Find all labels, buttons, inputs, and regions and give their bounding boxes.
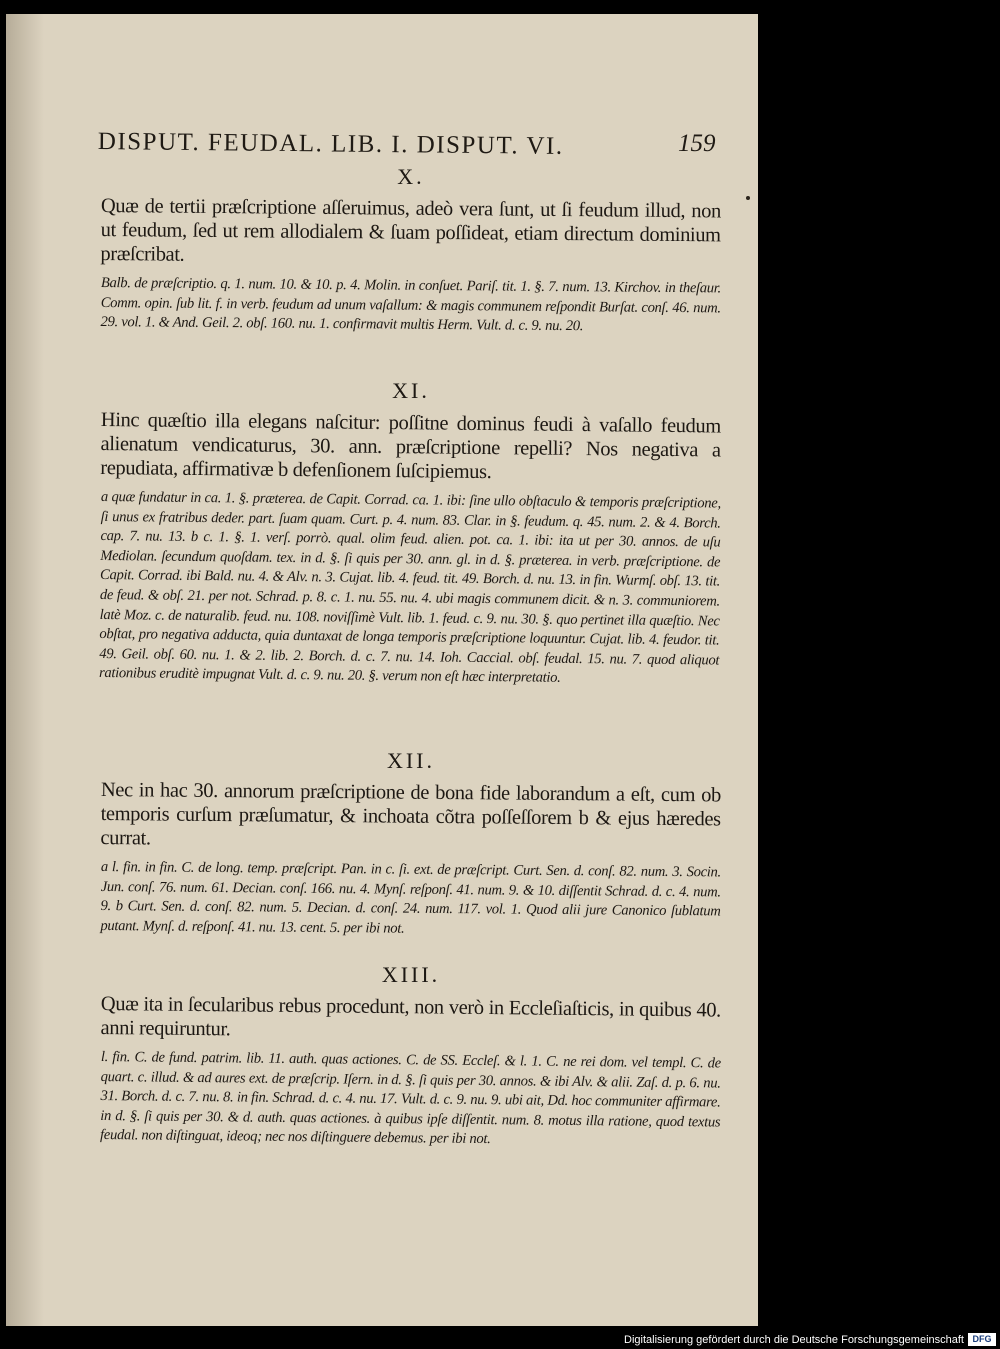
section-notes: a quæ fundatur in ca. 1. §. præterea. de Capit. Corrad. ca. 1. ibi: ſine ullo obſtaculo & temporis præſcriptione, ſi unus ex fratribus deder. part. ſuam quam. Curt. p. 4. num. 83. Clar. in §. feudum. q. 45. num. 2. & 4. Borch. cap. 7. nu. 13. b c. 1. §. 1. verſ. porrò. qual. olim feud. alien. pot. ca. 1. ibi: ita ut per 30. annos. de uſu Mediolan. ſecundum quoſdam. tex. in d. §. ſi quis per 30. ann. gl. in d. §. præterea. in verb. præſcriptione. de Capit. Corrad. ibi Bald. nu. 4. & Alv. n. 3. Cujat. lib. 4. feud. tit. 49. Borch. d. nu. 13. in fin. Wurmſ. obſ. 13. tit. de feud. & obſ. 21. per not. Schrad. p. 8. c. 1. nu. 55. nu. 4. ubi magis communem dicit. & n. 3. communiorem. latè Moz. c. de naturalib. feud. nu. 108. noviſſimè Vult. lib. 1. feud. c. 9. nu. 30. §. quo pertinet illa quæſtio. Nec obſtat, pro negativa adducta, quia duntaxat de longa temporis præſcriptione loquuntur. Cujat. lib. 4. feudor. tit. 49. Geil. obſ. 60. nu. 1. & 2. lib. 2. Borch. d. c. 7. nu. 14. Ioh. Caccial. obſ. feudal. 15. nu. 7. quod aliquot rationibus eruditè impugnat Vult. d. c. 9. nu. 20. §. verum non eſt hæc interpretatio. [98, 488, 721, 687]
dfg-logo-icon: DFG [968, 1333, 996, 1346]
section-xi [98, 378, 721, 687]
page-number: 159 [678, 130, 716, 157]
digitization-credit: Digitalisierung gefördert durch die Deutsche Forschungsgemeinschaft [624, 1334, 964, 1346]
section-notes: Balb. de præſcriptio. q. 1. num. 10. & 10. p. 4. Molin. in conſuet. Pariſ. tit. 1. §. 7. num. 13. Kirchov. in theſaur. Comm. opin. ſub lit. f. in verb. feudum ad unum vaſallum: & magis communem reſpondit Burſat. conſ. 46. num. 29. vol. 1. & And. Geil. 2. obſ. 160. nu. 1. confirmavit multis Herm. Vult. d. c. 9. nu. 20. [100, 274, 721, 335]
running-head: DISPUT. FEUDAL. LIB. I. DISPUT. VI. [97, 128, 564, 160]
section-xii [101, 748, 721, 936]
section-notes: l. fin. C. de fund. patrim. lib. 11. auth. quas actiones. C. de SS. Eccleſ. & l. 1. C. ne rei dom. vel templ. C. de quart. c. illud. & ad aures ext. de præſcrip. Iſern. in d. §. ſi quis per 30. annos. & ibi Alv. & alii. Zaſ. d. p. 6. nu. 31. Borch. d. c. 7. nu. 8. in fin. Schrad. d. c. 4. nu. 17. Vult. d. c. 9. nu. 9. ubi ait, Dd. hoc communiter affirmare. in d. §. ſi quis per 30. & d. auth. quas actiones. à quibus ipſe diſſentit. num. 8. motus illa ratione, quod textus feudal. non diſtinguat, ideoq; nec nos diſtinguere debemus. per ibi not. [100, 1049, 721, 1148]
section-number: XII. [386, 748, 436, 773]
ink-speck [746, 196, 750, 200]
section-number: X. [397, 164, 425, 189]
section-text: Quæ ita in ſecularibus rebus procedunt, non verò in Eccleſiaſticis, in quibus 40. anni requiruntur. [100, 992, 721, 1041]
section-number: XI. [392, 378, 430, 403]
section-text: Quæ de tertii præſcriptione aſſeruimus, adeò vera ſunt, ut ſi feudum illud, non ut feudum, ſed ut rem allodialem & ſuam poſſideat, etiam directum dominium præſcribat. [100, 194, 721, 266]
section-xiii [101, 962, 721, 1146]
section-notes: a l. fin. in fin. C. de long. temp. præſcript. Pan. in c. ſi. ext. de præſcript. Curt. Sen. d. conſ. 82. num. 3. Socin. Jun. conſ. 76. num. 61. Decian. conſ. 166. nu. 4. Mynſ. reſponſ. 41. num. 9. & 10. diſſentit Schrad. d. c. 4. num. 9. b Curt. Sen. d. conſ. 82. num. 5. Decian. d. conſ. 24. num. 117. vol. 1. Quod alii jure Canonico ſublatum putant. Mynſ. d. reſponſ. 41. nu. 13. cent. 5. per ibi not. [100, 858, 721, 937]
section-number: XIII. [381, 962, 441, 987]
section-x [101, 164, 721, 333]
section-text: Nec in hac 30. annorum præſcriptione de bona fide laborandum a eſt, cum ob temporis curſum præſumatur, & inchoata cõtra poſſeſſorem b & ejus hæredes currat. [100, 778, 721, 850]
section-text: Hinc quæſtio illa elegans naſcitur: poſſitne dominus feudi à vaſallo feudum alienatum vendicaturus, 30. ann. præſcriptione repelli? Nos negativa a repudiata, affirmativæ b defenſionem ſuſcipiemus. [100, 408, 721, 484]
scanned-page [6, 14, 758, 1326]
